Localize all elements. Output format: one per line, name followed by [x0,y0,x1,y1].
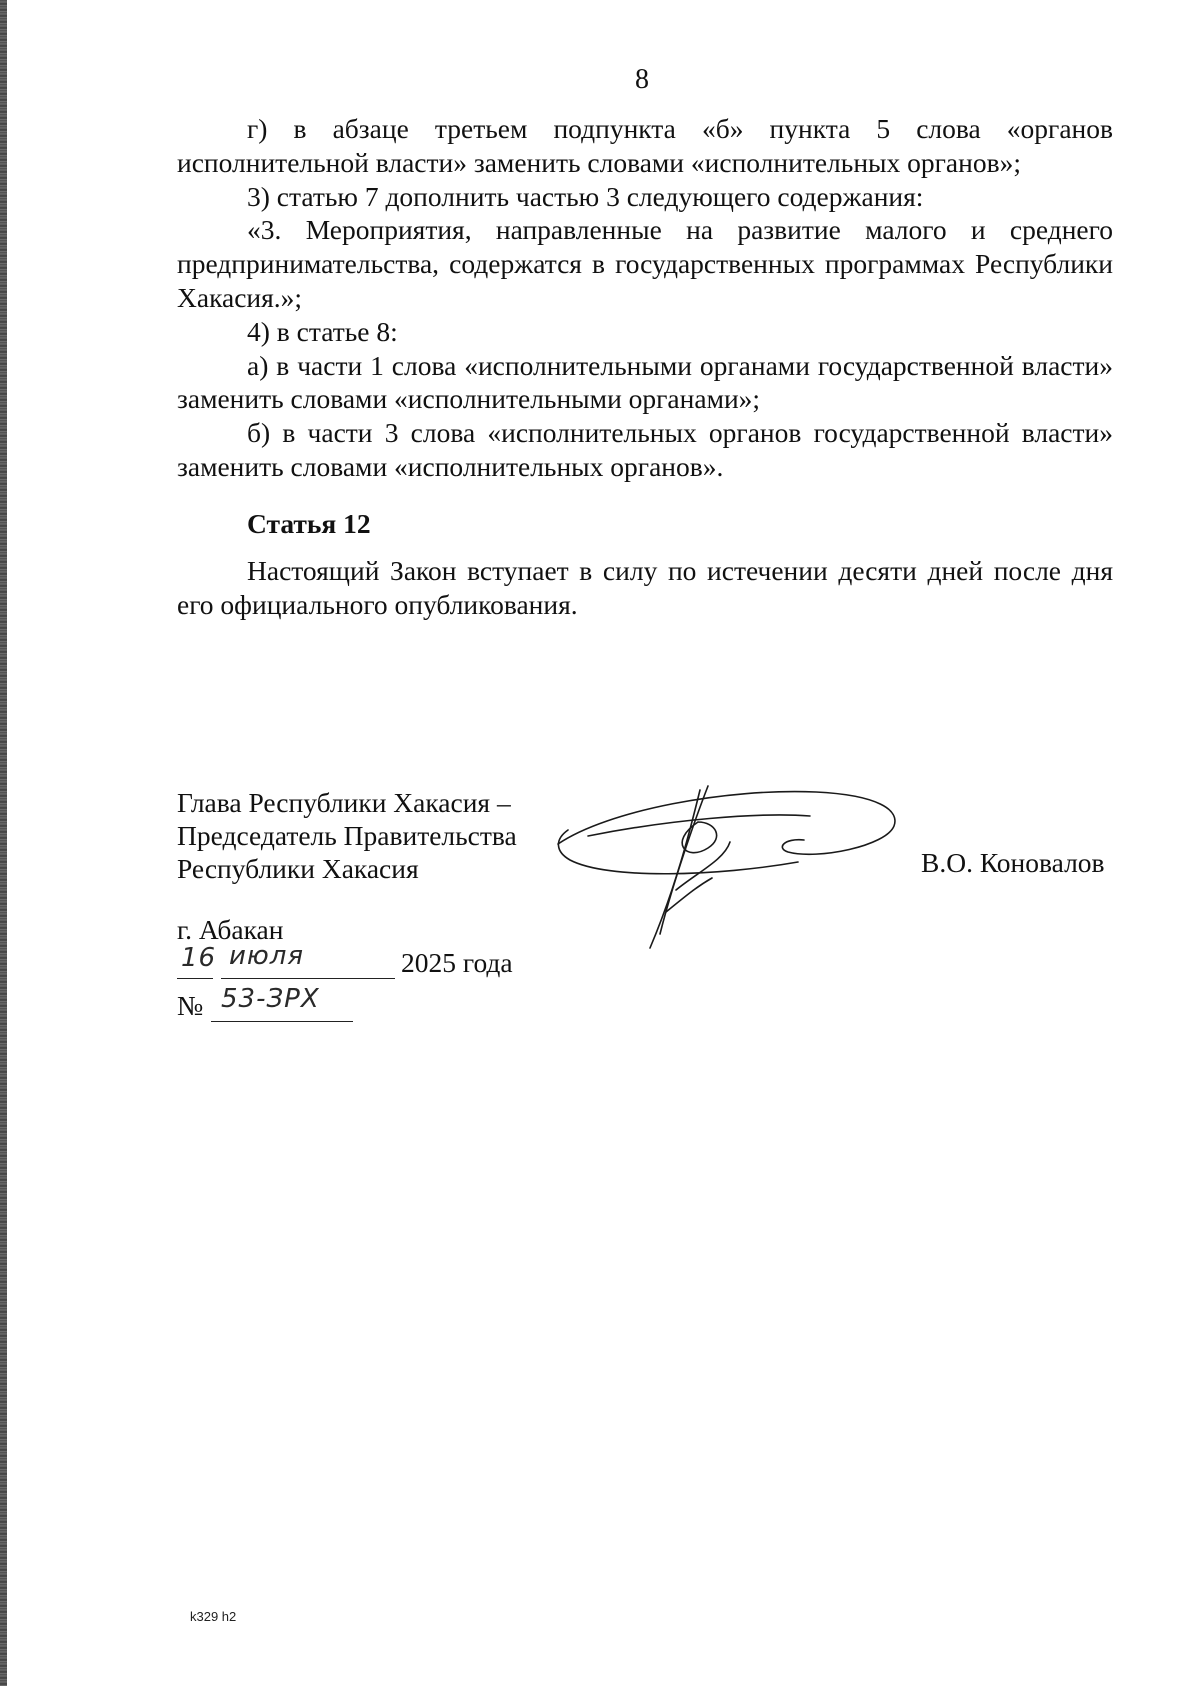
paragraph: 3) статью 7 дополнить частью 3 следующего содержания: [247,180,924,212]
scan-edge-border [0,0,7,1686]
signer-name: В.О. Коновалов [921,847,1105,878]
handwritten-day: 16 [181,943,217,973]
paragraph: а) в части 1 слова «исполнительными органами государственной власти» заменить словами «исполнительными органами»; [177,349,1113,415]
paragraph: «3. Мероприятия, направленные на развитие малого и среднего предпринимательства, содержатся в государственных программах Республики Хакасия.»; [177,214,1113,313]
handwritten-month: июля [229,941,305,971]
signer-title-line: Глава Республики Хакасия – [177,787,511,818]
place-of-signing: г. Абакан [177,914,284,945]
article-paragraph: Настоящий Закон вступает в силу по истечении десяти дней после дня его официального опубликования. [177,555,1113,620]
signer-title [177,786,517,885]
law-number-line [177,984,377,1028]
handwritten-law-number: 53-ЗРХ [221,984,320,1014]
article-body [177,554,1113,622]
amendment-text [177,112,1113,484]
date-line [177,941,537,985]
page-number: 8 [635,64,649,95]
handwritten-signature [548,782,908,954]
number-sign: № [177,990,204,1021]
paragraph: г) в абзаце третьем подпункта «б» пункта 5 слова «органов исполнительной власти» заменить словами «исполнительных органов»; [177,113,1113,178]
article-heading: Статья 12 [247,508,371,539]
footer-code: k329 h2 [190,1609,237,1624]
month-underline [221,978,395,979]
paragraph: 4) в статье 8: [247,315,398,347]
paragraph: б) в части 3 слова «исполнительных органов государственной власти» заменить словами «исполнительных органов». [177,417,1113,482]
signer-title-line: Республики Хакасия [177,853,419,884]
day-underline [177,978,213,979]
signer-title-line: Председатель Правительства [177,820,517,851]
number-underline [211,1021,353,1022]
date-year: 2025 года [401,947,513,978]
